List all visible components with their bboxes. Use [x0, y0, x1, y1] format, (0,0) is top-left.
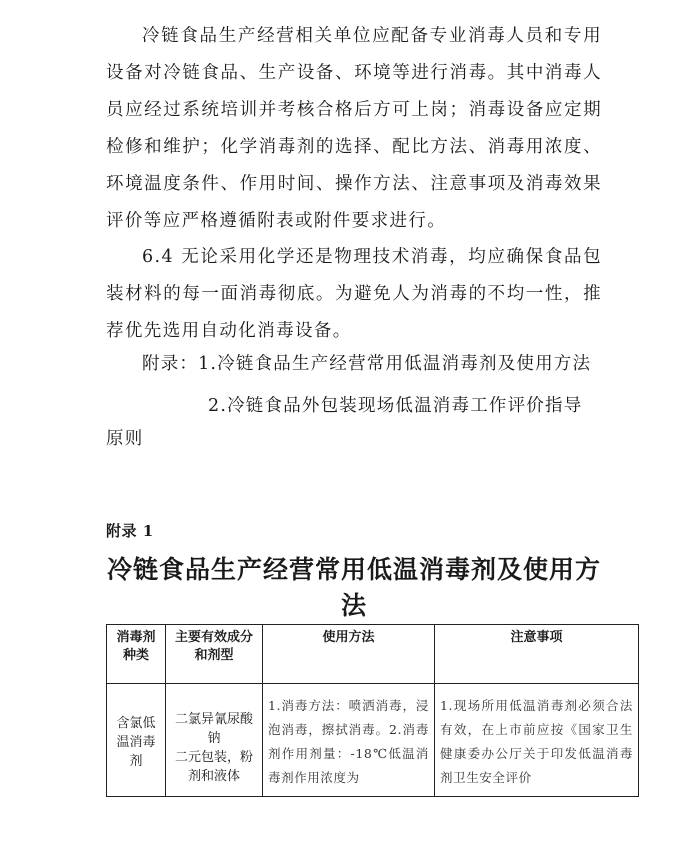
ingredient-line-1: 二氯异氰尿酸钠 [174, 712, 253, 746]
annex-label: 附录 1 [106, 522, 154, 540]
disinfectant-table [106, 624, 639, 797]
appendix-list-item-2-continued: 原则 [106, 429, 144, 449]
cell-usage: 1.消毒方法：喷洒消毒，浸泡消毒，擦拭消毒。2.消毒剂作用剂量：-18℃低温消毒剂作用浓度为 [263, 684, 435, 797]
disinfectant-table-container [106, 624, 633, 847]
appendix-list-item-2: 2.冷链食品外包装现场低温消毒工作评价指导 [208, 396, 583, 416]
appendix-list-item-1: 附录：1.冷链食品生产经营常用低温消毒剂及使用方法 [142, 354, 592, 374]
body-paragraph-6-4: 6.4 无论采用化学还是物理技术消毒，均应确保食品包装材料的每一面消毒彻底。为避免人为消毒的不均一性，推荐优先选用自动化消毒设备。 [106, 247, 602, 341]
header-usage: 使用方法 [263, 625, 435, 684]
body-paragraph-1: 冷链食品生产经营相关单位应配备专业消毒人员和专用设备对冷链食品、生产设备、环境等进行消毒。其中消毒人员应经过系统培训并考核合格后方可上岗；消毒设备应定期检修和维护；化学消毒剂的选择、配比方法、消毒用浓度、环境温度条件、作用时间、操作方法、注意事项及消毒效果评价等应严格遵循附表或附件要求进行。 [106, 26, 602, 231]
cell-type: 含氯低温消毒剂 [107, 684, 166, 797]
header-ingredients: 主要有效成分和剂型 [166, 625, 263, 684]
header-notes: 注意事项 [435, 625, 639, 684]
table-header-row [107, 625, 639, 684]
cell-notes: 1.现场所用低温消毒剂必须合法有效，在上市前应按《国家卫生健康委办公厅关于印发低温消毒剂卫生安全评价 [435, 684, 639, 797]
table-row [107, 684, 639, 797]
cell-ingredients [166, 684, 263, 797]
header-type: 消毒剂种类 [107, 625, 166, 684]
ingredient-line-2: 二元包装，粉剂和液体 [174, 750, 253, 784]
annex-title: 冷链食品生产经营常用低温消毒剂及使用方法 [106, 555, 601, 620]
